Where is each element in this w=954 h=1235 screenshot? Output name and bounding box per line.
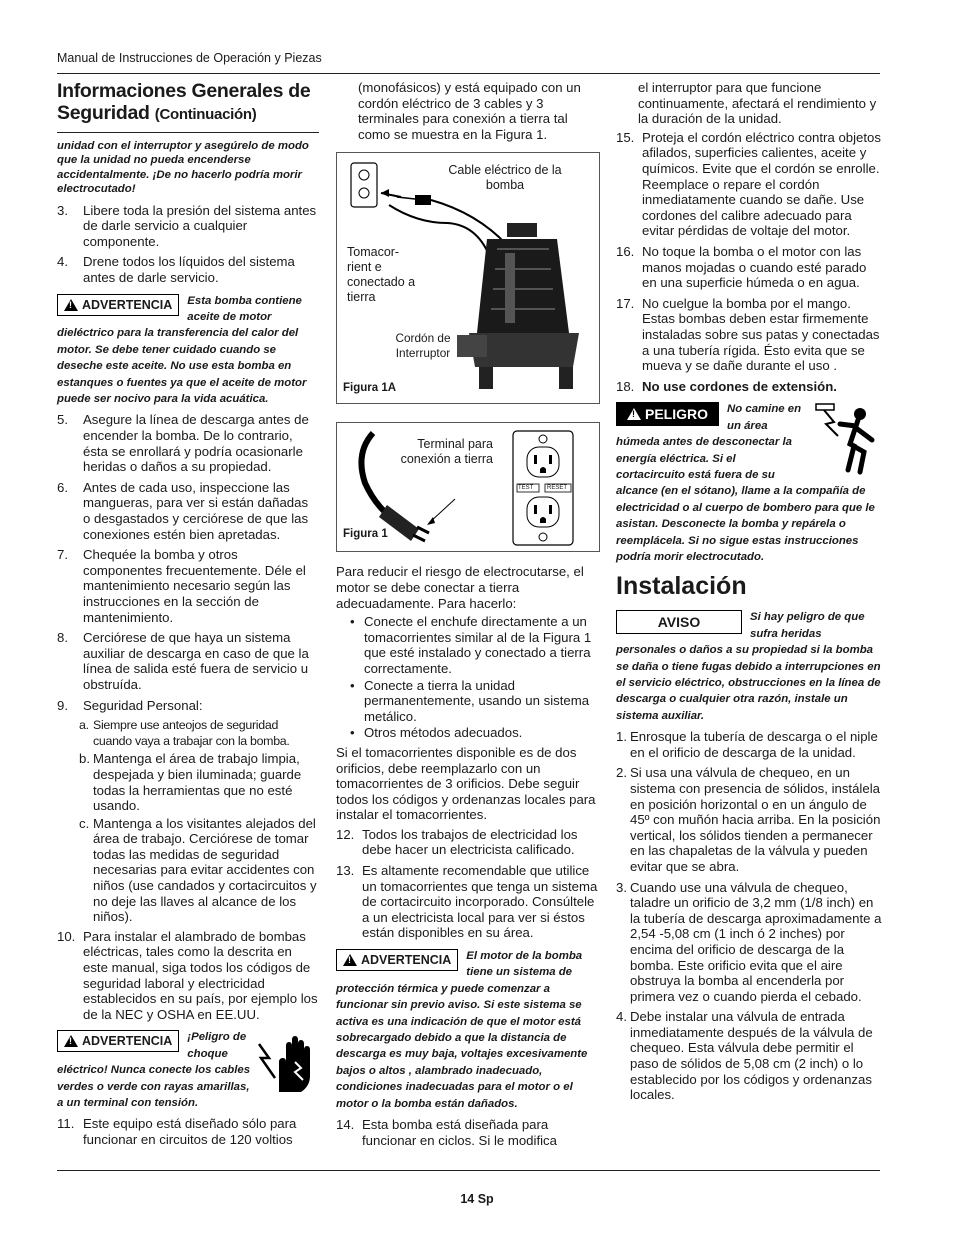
installation-list — [616, 729, 882, 1103]
column-3 — [616, 80, 882, 1108]
safety-list-4 — [57, 1116, 319, 1147]
item-text: Seguridad Personal: — [83, 697, 203, 713]
item-text: No use cordones de extensión. — [642, 378, 837, 394]
list-item — [57, 480, 319, 542]
heading-rule — [57, 132, 319, 133]
list-item — [57, 412, 319, 474]
badge-label: PELIGRO — [645, 406, 709, 423]
item-number: 2. — [616, 765, 627, 781]
warning-badge — [57, 1030, 179, 1052]
warning-text: El motor de la bomba tiene un sistema de protección térmica y puede comenzar a funcionar sin previo aviso. Si este sistema se activa es una indicación de que el motor está sobrecargado debido a que la distancia de descarga es muy baja, voltajes excesivamente bajos o altos , alambrado inadecuado, condiciones inadecuadas para el motor o el motor o la bomba están dañados. — [336, 950, 588, 1110]
warning-badge — [336, 949, 458, 971]
item-number: 11. — [57, 1116, 75, 1132]
warning-box-thermal — [336, 947, 600, 1111]
item-number: 8. — [57, 630, 68, 646]
item-text: Cuando use una válvula de chequeo, taladre un orificio de 3,2 mm (1/8 inch) en la tubería de descarga aproximadamente a 2,54 -5,08 cm (1 inch ó 2 inches) por encima del orificio de descarga de la bomba. Este orificio evita que el aire obstruya la bomba al encenderla por primera vez o cuando pierda el cebado. — [630, 879, 882, 1004]
sublist-item — [57, 718, 319, 749]
list-item — [57, 630, 319, 692]
item-number: 3. — [616, 879, 627, 895]
item-number: 7. — [57, 547, 68, 563]
list-item — [616, 244, 882, 291]
danger-box — [616, 400, 882, 564]
continued-text: el interruptor para que funcione continuamente, afectará el rendimiento y la duración de la unidad. — [638, 80, 877, 127]
list-item — [57, 1116, 319, 1147]
item-text: Si usa una válvula de chequeo, en un sistema con presencia de sólidos, instálela en posición horizontal o en un ángulo de 45º con muñón hacia arriba. En la posición vertical, los sólidos tienden a permanecer en las chapaletas de la válvula y pueden evitar que se abra. — [630, 765, 881, 874]
item-text: Proteja el cordón eléctrico contra objetos afilados, superficies calientes, aceite y químicos. Evite que el cordón se enrolle. Reemplace o repare el cordón inmediatamente cuando se dañe. Use cordones del calibre adecuado para evitar pérdidas de voltaje del motor. — [642, 129, 881, 239]
section-heading — [57, 80, 319, 126]
electrocution-hazard-icon — [810, 400, 882, 476]
page-number: 14 Sp — [460, 1192, 494, 1206]
item-number: 6. — [57, 479, 68, 495]
item-text: Enrosque la tubería de descarga o el niple en el orificio de descarga de la unidad. — [630, 729, 878, 760]
item-number: 5. — [57, 412, 68, 428]
safety-list-1 — [57, 203, 319, 286]
item-text: Todos los trabajos de electricidad los debe hacer un electricista calificado. — [362, 826, 578, 858]
badge-label: AVISO — [657, 614, 701, 631]
item-text: Mantenga el área de trabajo limpia, despejada y bien iluminada; guarde todas la herramientas que no esté usando. — [93, 751, 302, 814]
item-text: Esta bomba está diseñada para funcionar en ciclos. Si le modifica — [362, 1117, 557, 1148]
badge-label: ADVERTENCIA — [82, 297, 173, 312]
item-number: 3. — [57, 202, 68, 218]
item-number: 18. — [616, 378, 635, 394]
item-text: Mantenga a los visitantes alejados del área de trabajo. Cerciórese de tomar todas las medidas de seguridad necesarias para evitar accidentes con niños (use candados y cortacircuitos y no deje las llaves al alcance de los niños). — [93, 815, 317, 925]
safety-list-5 — [336, 827, 600, 941]
warning-triangle-icon — [64, 1035, 78, 1047]
item-number: 9. — [57, 697, 68, 713]
item-letter: a. — [79, 718, 89, 733]
item-text: No toque la bomba o el motor con las manos mojadas o cuando esté parado en una superficie húmeda o en agua. — [642, 243, 867, 291]
grounding-bullets — [336, 614, 600, 741]
list-item — [57, 547, 319, 625]
item-text: Para instalar el alambrado de bombas eléctricas, tales como la descrita en este manual, siga todos los códigos de seguridad laboral y electricidad establecidos en su país, por ejemplo los de la NEC y OSHA en EE.UU. — [83, 928, 318, 1022]
item-number: 14. — [336, 1117, 355, 1133]
item-text: Cerciórese de que haya un sistema auxiliar de descarga en caso de que la línea de salida esté fuera de servicio u obstruída. — [83, 630, 309, 692]
item-number: 15. — [616, 129, 635, 145]
warning-box-shock — [57, 1028, 319, 1110]
notice-badge — [616, 610, 742, 634]
item-number: 13. — [336, 863, 355, 879]
bullet-item: • Conecte el enchufe directamente a un tomacorrientes similar al de la Figura 1 que esté instalado y conectado a tierra correctamente. — [336, 614, 600, 676]
list-item — [57, 698, 319, 714]
intro-warning-text: unidad con el interruptor y asegúrelo de modo que la unidad no pueda encenderse accidentalmente. ¡De no hacerlo podría morir electrocutado! — [57, 140, 309, 196]
page-header: Manual de Instrucciones de Operación y Piezas — [57, 51, 322, 65]
installation-heading: Instalación — [616, 572, 747, 601]
label-grounded-outlet: Tomacor-rient e conectado a tierra — [347, 245, 416, 305]
label-pump-cable: Cable eléctrico de la bomba — [448, 163, 562, 193]
warning-triangle-icon — [627, 408, 641, 420]
continued-text: (monofásicos) y está equipado con un cordón eléctrico de 3 cables y 3 terminales para conexión a tierra tal como se muestra en la Figura 1. — [358, 80, 581, 142]
figure-1a — [336, 152, 600, 404]
list-item — [616, 729, 882, 760]
list-item — [616, 130, 882, 239]
item-text: Antes de cada uso, inspeccione las mangueras, para ver si están dañadas o desgastados y cerciórese de que las conexiones estén bien apretadas. — [83, 479, 309, 542]
item-letter: b. — [79, 751, 90, 767]
item-text: Es altamente recomendable que utilice un tomacorrientes que tenga un sistema de cortacircuito incorporado. Consúltele a un electricista local para ver si éstos están disponibles en su área. — [362, 863, 598, 941]
label-ground-terminal: Terminal para conexión a tierra — [400, 437, 493, 467]
list-item — [336, 863, 600, 941]
reset-button-label: RESET — [547, 485, 568, 492]
item-number: 4. — [616, 1009, 627, 1025]
bullet-item: • Otros métodos adecuados. — [336, 725, 600, 741]
warning-box-oil — [57, 292, 319, 407]
danger-text: No camine en un área húmeda antes de desconectar la energía eléctrica. Si el cortacircuito está fuera de su alcance (en el sótano), llame a la compañía de electricidad o al cuerpo de bombero para que le asistan. Desconecte la bomba y repárela o reemplácela. Si no sigue estas instrucciones podría morir electrocutado. — [616, 403, 875, 563]
warning-triangle-icon — [343, 954, 357, 966]
header-rule — [57, 73, 880, 74]
list-item — [57, 203, 319, 250]
figure-1 — [336, 422, 600, 552]
footer-rule — [57, 1170, 880, 1171]
personal-safety-sublist — [57, 718, 319, 925]
heading-sub: (Continuación) — [154, 106, 257, 123]
item-text: Este equipo está diseñado sólo para funcionar en circuitos de 120 voltios — [83, 1116, 297, 1148]
danger-badge — [616, 402, 719, 426]
sublist-item — [57, 816, 319, 925]
warning-triangle-icon — [64, 299, 78, 311]
warning-text: Esta bomba contiene aceite de motor dieléctrico para la transferencia del calor del motor. Se debe tener cuidado cuando se deseche este aceite. No use esta bomba en estanques o fuentes ya que el aceite de motor puede ser nocivo para la vida acuática. — [57, 294, 307, 406]
item-number: 4. — [57, 254, 68, 270]
item-number: 12. — [336, 826, 355, 842]
safety-list-6 — [336, 1117, 600, 1148]
list-item — [616, 880, 882, 1005]
item-number: 1. — [616, 729, 627, 745]
test-button-label: TEST — [518, 485, 534, 492]
list-item — [616, 296, 882, 374]
item-text: Asegure la línea de descarga antes de encender la bomba. De lo contrario, ésta se enrollará y podría ocasionarle heridas o daños a su propiedad. — [83, 412, 309, 475]
figure-1-label: Figura 1 — [343, 528, 388, 541]
grounding-paragraph: Para reducir el riesgo de electrocutarse, el motor se debe conectar a tierra adecuadamente. Para hacerlo: — [336, 564, 584, 611]
figure-1a-label: Figura 1A — [343, 382, 397, 395]
label-switch-cord: Cordón de Interruptor — [395, 331, 451, 361]
safety-list-7 — [616, 130, 882, 395]
item-text: Siempre use anteojos de seguridad cuando vaya a trabajar con la bomba. — [93, 718, 290, 748]
safety-list-3 — [57, 929, 319, 1023]
item-number: 16. — [616, 243, 635, 259]
item-text: No cuelgue la bomba por el mango. Estas bombas deben estar firmemente instaladas sobre sus patas y conectadas a una tubería rígida. Ésto evita que se mueva y se dañe durante el uso . — [642, 295, 880, 374]
item-number: 10. — [57, 928, 76, 944]
notice-box — [616, 608, 882, 723]
list-item — [616, 379, 882, 395]
warning-text: ¡Peligro de choque eléctrico! Nunca conecte los cables verdes o verde con rayas amarillas, a un terminal con tensión. — [57, 1031, 251, 1110]
list-item — [336, 1117, 600, 1148]
sublist-item — [57, 751, 319, 813]
column-1 — [57, 80, 319, 1153]
heading-text: Informaciones Generales de Seguridad — [57, 80, 311, 124]
item-number: 17. — [616, 295, 635, 311]
list-item — [616, 1009, 882, 1103]
list-item — [616, 765, 882, 874]
column-2 — [336, 80, 600, 1153]
item-text: Libere toda la presión del sistema antes de darle servicio a cualquier componente. — [83, 202, 317, 249]
warning-badge — [57, 294, 179, 316]
list-item — [57, 929, 319, 1023]
outlet-paragraph: Si el tomacorrientes disponible es de dos orificios, debe reemplazarlo con un tomacorrientes de 3 orificios. Debe seguir todos los códigos y ordenanzas locales para instalar el tomacorrientes. — [336, 744, 596, 823]
badge-label: ADVERTENCIA — [361, 953, 452, 968]
list-item — [57, 254, 319, 285]
list-item — [336, 827, 600, 858]
item-text: Drene todos los líquidos del sistema antes de darle servicio. — [83, 254, 295, 285]
item-text: Debe instalar una válvula de entrada inmediatamente después de la válvula de chequeo. Esta válvula debe permitir el paso de sólidos de 5,08 cm (2 inch) o lo establecido por los códigos y ordenanzas locales. — [630, 1009, 873, 1103]
safety-list-2 — [57, 412, 319, 713]
bullet-item: • Conecte a tierra la unidad permanentemente, usando un sistema metálico. — [336, 678, 600, 725]
badge-label: ADVERTENCIA — [82, 1034, 173, 1049]
item-text: Chequée la bomba y otros componentes frecuentemente. Déle el mantenimiento necesario según las instrucciones en la sección de mantenimiento. — [83, 547, 306, 625]
notice-text: Si hay peligro de que sufra heridas personales o daños a su propiedad si la bomba se daña o tiene fugas debido a interrupciones en el servicio eléctrico, obstrucciones en la línea de descarga o cualquier otra razón, instale un sistema auxiliar. — [616, 611, 881, 722]
electric-hand-icon — [257, 1028, 319, 1098]
item-letter: c. — [79, 815, 90, 831]
